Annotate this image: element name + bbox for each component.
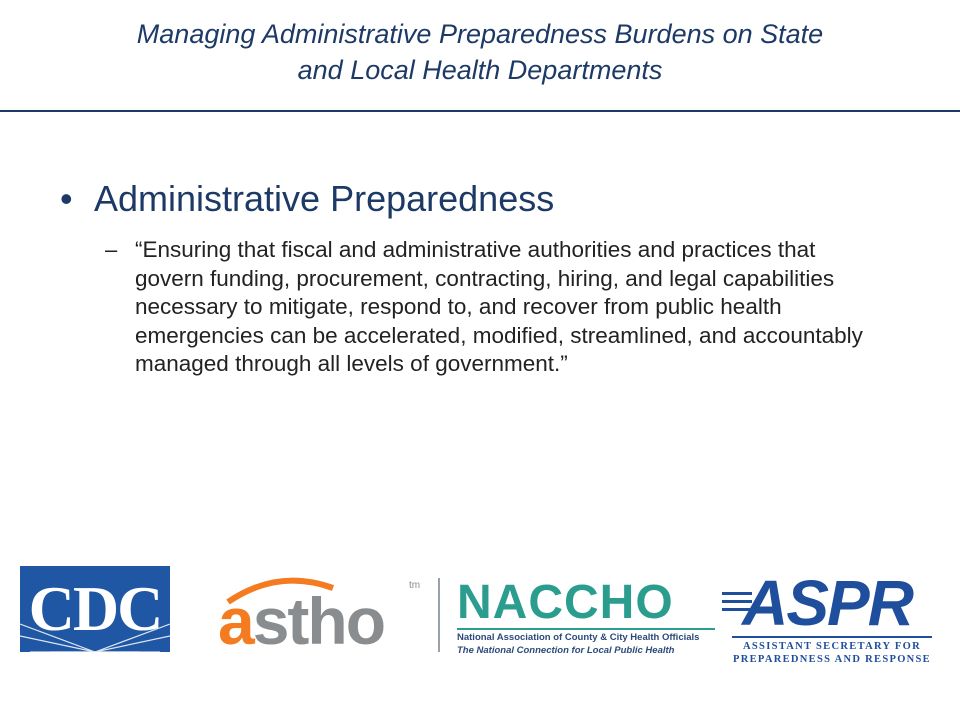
bullet-item [60,176,920,222]
title-line-1: Managing Administrative Preparedness Burdens on State [136,19,824,49]
astho-logo [218,574,428,658]
aspr-subtitle-line-1: ASSISTANT SECRETARY FOR [743,641,921,652]
naccho-tagline: The National Connection for Local Public Health [457,645,675,656]
aspr-logo [722,567,932,665]
naccho-subtitle: National Association of County & City Health Officials [457,628,715,644]
sub-bullet-marker: – [105,237,118,262]
definition-quote: “Ensuring that fiscal and administrative authorities and practices that govern funding, procurement, contracting, hiring, and legal capabilities necessary to mitigate, respond to, and recover from public health emergencies can be accelerated, modified, streamlined, and accountably managed through all levels of government.” [135,237,863,376]
astho-trademark: tm [409,580,421,591]
cdc-logo-text: CDC [28,573,162,644]
logo-divider [438,578,440,652]
sub-bullet-item [105,236,885,379]
title-line-2: and Local Health Departments [297,55,663,85]
astho-logo-text [218,586,384,656]
astho-letter-a: a [218,584,253,658]
bullet-marker: • [60,178,73,219]
aspr-subtitle [732,636,932,666]
astho-letters: stho [252,584,385,658]
naccho-logo [457,578,715,658]
slide-header [0,0,960,112]
cdc-logo [20,566,170,652]
partner-logos [0,556,960,676]
bullet-heading: Administrative Preparedness [94,178,555,219]
aspr-subtitle-line-2: PREPAREDNESS AND RESPONSE [732,654,931,665]
slide-title [40,16,920,88]
naccho-logo-text: NACCHO [457,576,674,629]
aspr-logo-text: ASPR [742,567,912,639]
